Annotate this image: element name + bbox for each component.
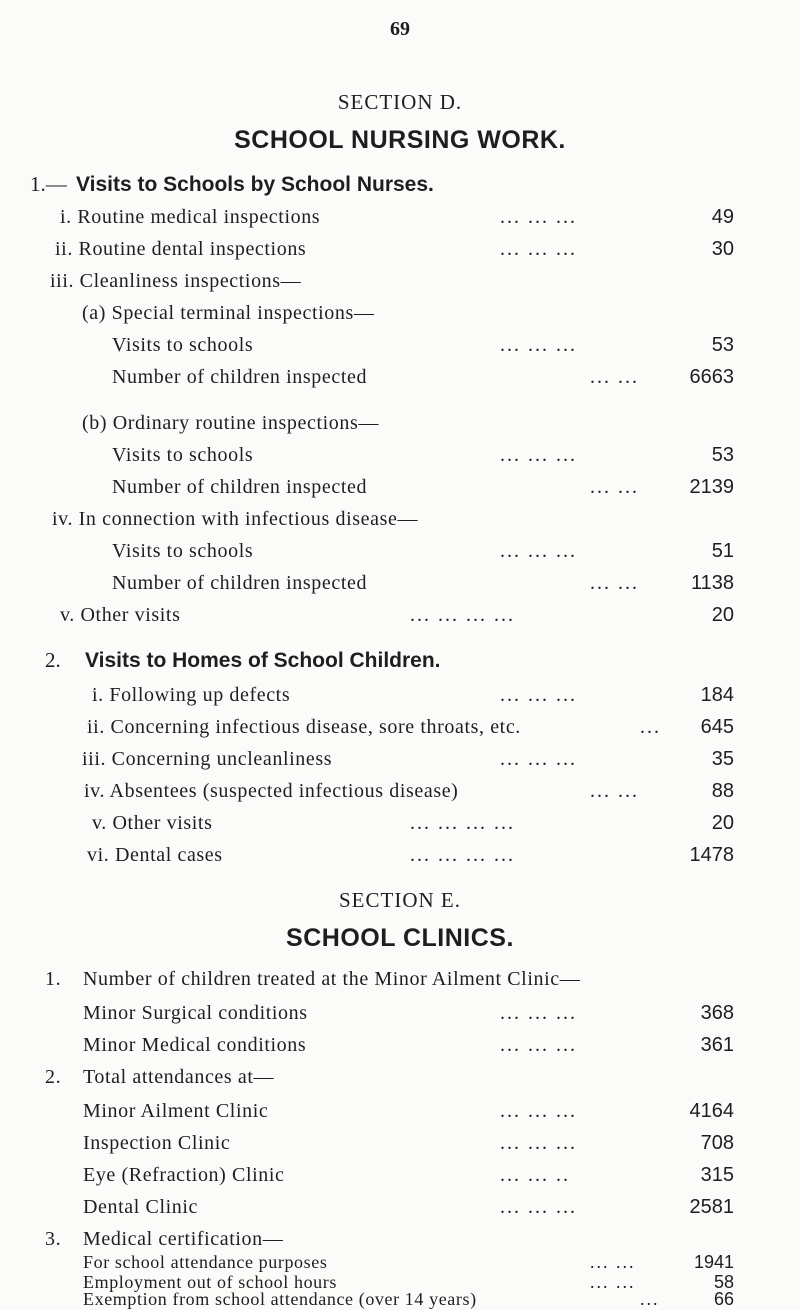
row-label: Number of children inspected — [112, 476, 368, 498]
table-row — [0, 684, 800, 716]
row-leader: ... ... ... — [500, 684, 577, 706]
table-row — [0, 238, 800, 270]
row-value: 645 — [700, 716, 734, 738]
heading-number: 2. — [45, 648, 61, 672]
row-value: 2139 — [689, 476, 734, 498]
row-label: Minor Surgical conditions — [83, 1002, 308, 1024]
row-value: 708 — [700, 1132, 734, 1154]
row-value: 184 — [700, 684, 734, 706]
list-item — [45, 968, 580, 991]
row-value: 20 — [711, 812, 734, 834]
row-value: 4164 — [689, 1100, 734, 1122]
row-label: Dental Clinic — [83, 1196, 198, 1218]
row-label: Visits to schools — [112, 444, 254, 466]
row-label: Inspection Clinic — [83, 1132, 231, 1154]
table-row — [0, 1132, 800, 1164]
row-label: iv. Absentees (suspected infectious disease) — [84, 780, 459, 802]
row-value: 20 — [711, 604, 734, 626]
row-leader: ... ... — [590, 476, 639, 498]
row-leader: ... ... — [590, 366, 639, 388]
table-row — [0, 206, 800, 238]
row-leader: ... ... ... — [500, 444, 577, 466]
row-leader: ... — [640, 716, 661, 738]
row-value: 1138 — [690, 572, 734, 594]
table-row — [0, 412, 800, 444]
row-leader: ... ... — [590, 1272, 636, 1292]
row-leader: ... ... — [590, 780, 639, 802]
table-row — [0, 1164, 800, 1196]
row-label: (b) Ordinary routine inspections— — [82, 412, 379, 434]
row-label: Number of children inspected — [112, 366, 368, 388]
row-leader: ... ... ... ... — [410, 604, 515, 626]
table-row — [0, 812, 800, 844]
row-label: For school attendance purposes — [83, 1252, 328, 1272]
section-d-subtitle: SCHOOL NURSING WORK. — [234, 126, 566, 154]
table-row — [0, 508, 800, 540]
row-label: vi. Dental cases — [87, 844, 223, 866]
table-row — [0, 716, 800, 748]
heading-number: 1.— — [30, 172, 67, 196]
row-leader: ... ... ... — [500, 334, 577, 356]
table-row — [0, 1002, 800, 1034]
table-row — [0, 1289, 800, 1309]
table-row — [0, 844, 800, 876]
row-value: 1941 — [693, 1252, 734, 1272]
list-item — [45, 1228, 283, 1251]
table-row — [0, 444, 800, 476]
row-label: Minor Ailment Clinic — [83, 1100, 269, 1122]
table-row — [0, 604, 800, 636]
row-leader: ... ... ... — [500, 1196, 577, 1218]
row-leader: ... ... ... — [500, 1100, 577, 1122]
table-row — [0, 748, 800, 780]
item-text: Medical certification— — [83, 1228, 284, 1250]
table-row — [0, 1034, 800, 1066]
row-label: i. Routine medical inspections — [60, 206, 321, 228]
table-row — [0, 270, 800, 302]
table-row — [0, 1252, 800, 1274]
table-row — [0, 334, 800, 366]
row-value: 1478 — [689, 844, 734, 866]
row-leader: ... ... ... — [500, 748, 577, 770]
row-value: 58 — [713, 1272, 734, 1292]
row-leader: ... ... ... — [500, 1002, 577, 1024]
row-leader: ... ... ... ... — [410, 844, 515, 866]
item-number: 1. — [45, 968, 62, 990]
row-leader: ... ... ... — [500, 1034, 577, 1056]
row-value: 2581 — [689, 1196, 734, 1218]
row-leader: ... ... — [590, 1252, 636, 1272]
table-row — [0, 302, 800, 334]
row-leader: ... ... ... — [500, 206, 577, 228]
row-label: ii. Concerning infectious disease, sore throats, etc. — [87, 716, 521, 738]
table-row — [0, 476, 800, 508]
row-label: Exemption from school attendance (over 14 years) — [83, 1289, 477, 1309]
item-number: 2. — [45, 1066, 62, 1088]
row-value: 361 — [700, 1034, 734, 1056]
row-value: 53 — [711, 444, 734, 466]
row-leader: ... — [640, 1289, 660, 1309]
row-leader: ... ... ... — [500, 540, 577, 562]
row-leader: ... ... — [590, 572, 639, 594]
row-leader: ... ... ... — [500, 238, 577, 260]
row-leader: ... ... ... — [500, 1132, 577, 1154]
row-label: iii. Cleanliness inspections— — [50, 270, 302, 292]
section-e-title: SECTION E. — [339, 888, 461, 912]
row-value: 30 — [711, 238, 734, 260]
row-label: Number of children inspected — [112, 572, 368, 594]
row-label: Employment out of school hours — [83, 1272, 337, 1292]
item-text: Number of children treated at the Minor Ailment Clinic— — [83, 968, 581, 990]
row-value: 51 — [711, 540, 734, 562]
row-label: ii. Routine dental inspections — [55, 238, 307, 260]
row-label: Eye (Refraction) Clinic — [83, 1164, 285, 1186]
row-label: iv. In connection with infectious disease— — [52, 508, 419, 530]
row-leader: ... ... .. — [500, 1164, 570, 1186]
table-row — [0, 366, 800, 398]
row-label: Visits to schools — [112, 334, 254, 356]
row-leader: ... ... ... ... — [410, 812, 515, 834]
section-d-title: SECTION D. — [337, 90, 463, 114]
row-label: iii. Concerning uncleanliness — [82, 748, 333, 770]
row-value: 66 — [713, 1289, 734, 1309]
row-value: 53 — [711, 334, 734, 356]
row-label: i. Following up defects — [92, 684, 291, 706]
table-row — [0, 1100, 800, 1132]
item-number: 3. — [45, 1228, 62, 1250]
heading-text: Visits to Homes of School Children. — [85, 649, 441, 672]
section-d-heading-2 — [45, 648, 441, 673]
row-value: 49 — [711, 206, 734, 228]
item-text: Total attendances at— — [83, 1066, 275, 1088]
row-value: 315 — [700, 1164, 734, 1186]
page-number: 69 — [390, 18, 410, 40]
row-value: 88 — [711, 780, 734, 802]
row-label: v. Other visits — [60, 604, 181, 626]
table-row — [0, 780, 800, 812]
table-row — [0, 540, 800, 572]
row-label: Visits to schools — [112, 540, 254, 562]
table-row — [0, 572, 800, 604]
row-label: (a) Special terminal inspections— — [82, 302, 375, 324]
list-item — [45, 1066, 274, 1089]
row-label: Minor Medical conditions — [83, 1034, 307, 1056]
table-row — [0, 1196, 800, 1228]
row-value: 6663 — [689, 366, 734, 388]
heading-text: Visits to Schools by School Nurses. — [76, 173, 434, 196]
section-d-heading-1 — [30, 172, 434, 197]
row-value: 35 — [711, 748, 734, 770]
row-value: 368 — [700, 1002, 734, 1024]
section-e-subtitle: SCHOOL CLINICS. — [286, 924, 514, 952]
row-label: v. Other visits — [92, 812, 213, 834]
